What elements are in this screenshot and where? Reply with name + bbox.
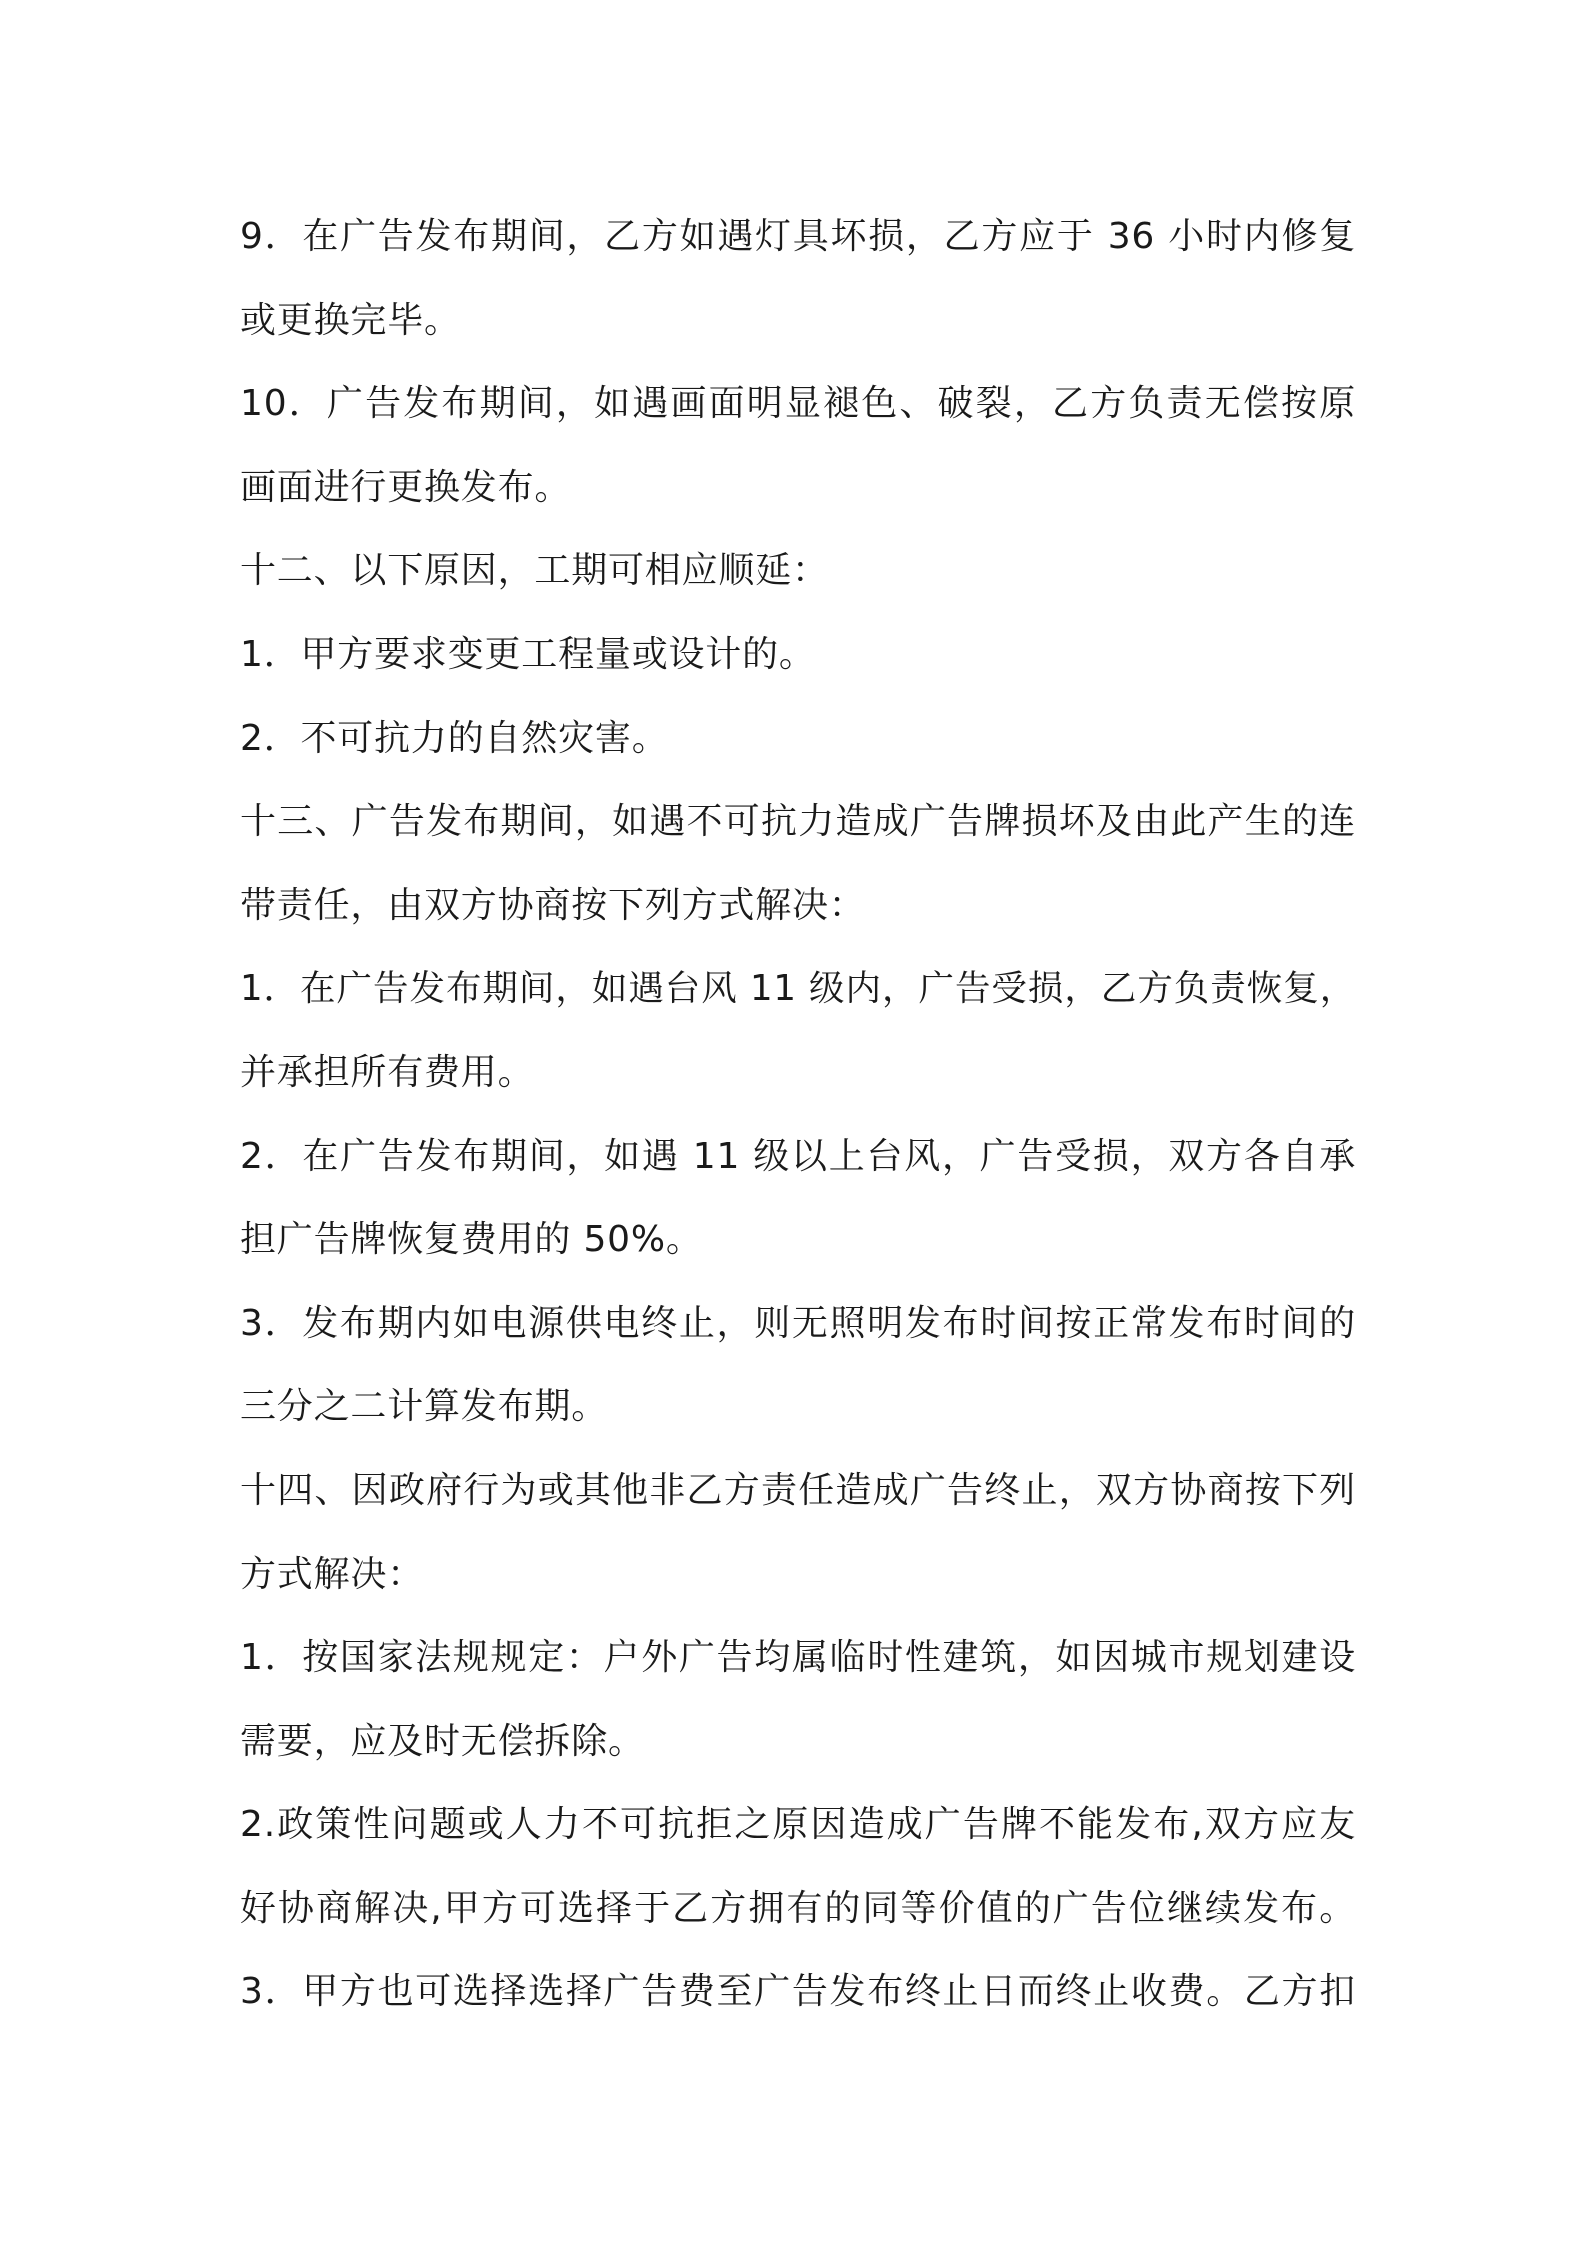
text-line: 带责任，由双方协商按下列方式解决： (240, 884, 866, 926)
text-line: 好协商解决,甲方可选择于乙方拥有的同等价值的广告位继续发布。 (240, 1887, 1356, 1929)
document-body (240, 195, 1356, 2034)
text-line: 或更换完毕。 (240, 299, 461, 341)
text-line: 2．不可抗力的自然灾害。 (240, 717, 669, 759)
text-line: 需要，应及时无偿拆除。 (240, 1720, 645, 1762)
text-line: 10．广告发布期间，如遇画面明显褪色、破裂，乙方负责无偿按原 (240, 383, 1356, 425)
text-line: 1．在广告发布期间，如遇台风 11 级内，广告受损，乙方负责恢复， (240, 968, 1356, 1010)
section-heading-14: 十四、因政府行为或其他非乙方责任造成广告终止，双方协商按下列 (240, 1469, 1356, 1511)
text-line: 1．按国家法规规定：户外广告均属临时性建筑，如因城市规划建设 (240, 1637, 1356, 1679)
section-heading-12: 十二、以下原因，工期可相应顺延： (240, 550, 829, 592)
text-line: 3．甲方也可选择选择广告费至广告发布终止日而终止收费。乙方扣 (240, 1971, 1356, 2013)
text-line: 2.政策性问题或人力不可抗拒之原因造成广告牌不能发布,双方应友 (240, 1804, 1356, 1846)
section-heading-13: 十三、广告发布期间，如遇不可抗力造成广告牌损坏及由此产生的连 (240, 801, 1356, 843)
text-line: 担广告牌恢复费用的 50%。 (240, 1219, 703, 1261)
text-line: 3．发布期内如电源供电终止，则无照明发布时间按正常发布时间的 (240, 1302, 1356, 1344)
text-line: 并承担所有费用。 (240, 1051, 535, 1093)
text-line: 2．在广告发布期间，如遇 11 级以上台风，广告受损，双方各自承 (240, 1135, 1356, 1177)
text-line: 9．在广告发布期间，乙方如遇灯具坏损，乙方应于 36 小时内修复 (240, 216, 1356, 257)
text-line: 画面进行更换发布。 (240, 466, 572, 508)
text-line: 1．甲方要求变更工程量或设计的。 (240, 633, 816, 675)
text-line: 三分之二计算发布期。 (240, 1386, 609, 1428)
text-line: 方式解决： (240, 1553, 425, 1595)
